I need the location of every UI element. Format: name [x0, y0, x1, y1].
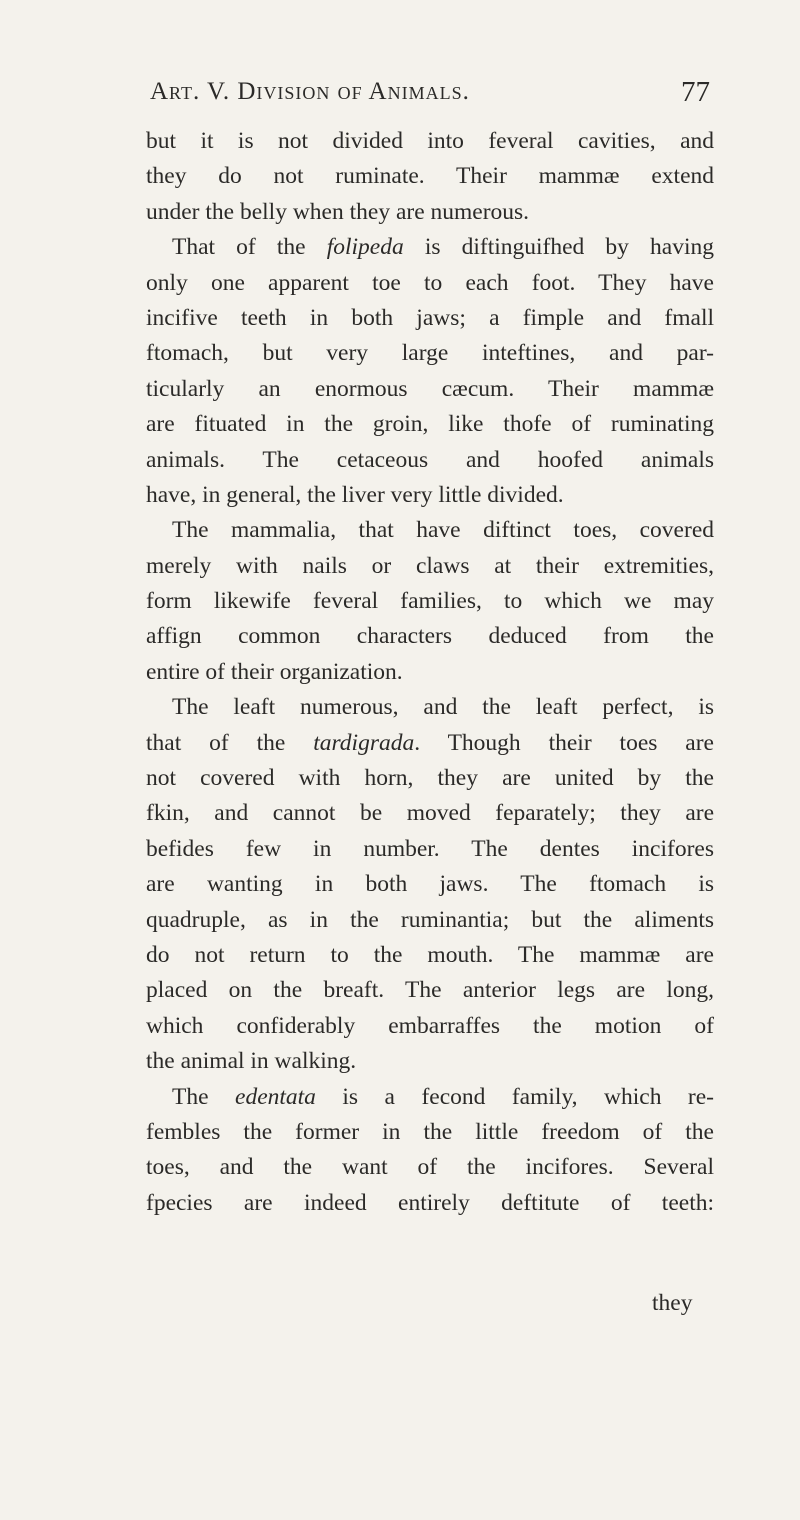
latin-term: edentata	[235, 1083, 316, 1110]
latin-term: tardigrada	[313, 729, 415, 756]
text-line: that of the tardigrada. Though their toes are	[146, 729, 714, 756]
page-number: 77	[681, 76, 710, 108]
text-line: That of the folipeda is diftinguifhed by having	[172, 234, 714, 261]
text-line: not covered with horn, they are united by the	[146, 765, 714, 792]
text-line: affign common characters deduced from the	[146, 623, 714, 650]
text-line: quadruple, as in the ruminantia; but the aliments	[146, 906, 714, 933]
text-line: do not return to the mouth. The mammæ are	[146, 941, 714, 968]
latin-term: folipeda	[326, 234, 404, 261]
text-line: animals. The cetaceous and hoofed animals	[146, 446, 714, 473]
text-line: entire of their organization.	[146, 658, 403, 685]
text-line: are fituated in the groin, like thofe of ruminating	[146, 411, 714, 438]
text-line: the animal in walking.	[146, 1048, 357, 1075]
text-line: fkin, and cannot be moved feparately; they are	[146, 800, 714, 827]
page-header	[150, 78, 710, 118]
text-line: befides few in number. The dentes incifores	[146, 835, 714, 862]
body-text	[146, 124, 714, 1221]
text-line: under the belly when they are numerous.	[146, 198, 530, 225]
text-line: The edentata is a fecond family, which re-	[172, 1083, 714, 1110]
text-line: are wanting in both jaws. The ftomach is	[146, 871, 714, 898]
text-line: only one apparent toe to each foot. They have	[146, 269, 714, 296]
text-line: ftomach, but very large inteftines, and par-	[146, 340, 714, 367]
text-line: fpecies are indeed entirely deftitute of teeth:	[146, 1189, 714, 1216]
catchword: they	[652, 1290, 693, 1316]
text-line: which confiderably embarraffes the motion of	[146, 1012, 714, 1039]
text-line: The leaft numerous, and the leaft perfect, is	[172, 694, 714, 721]
text-line: The mammalia, that have diftinct toes, covered	[172, 517, 714, 544]
text-line: they do not ruminate. Their mammæ extend	[146, 163, 714, 190]
text-line: merely with nails or claws at their extremities,	[146, 552, 714, 579]
text-line: form likewife feveral families, to which we may	[146, 588, 714, 615]
text-line: incifive teeth in both jaws; a fimple and fmall	[146, 304, 714, 331]
text-line: but it is not divided into feveral cavities, and	[146, 128, 714, 154]
running-head: Art. V. Division of Animals.	[150, 78, 470, 105]
text-line: placed on the breaft. The anterior legs are long,	[146, 977, 714, 1004]
text-line: ticularly an enormous cæcum. Their mammæ	[146, 375, 714, 402]
text-line: toes, and the want of the incifores. Several	[146, 1154, 714, 1181]
text-line: fembles the former in the little freedom of the	[146, 1118, 714, 1145]
text-line: have, in general, the liver very little divided.	[146, 481, 564, 508]
